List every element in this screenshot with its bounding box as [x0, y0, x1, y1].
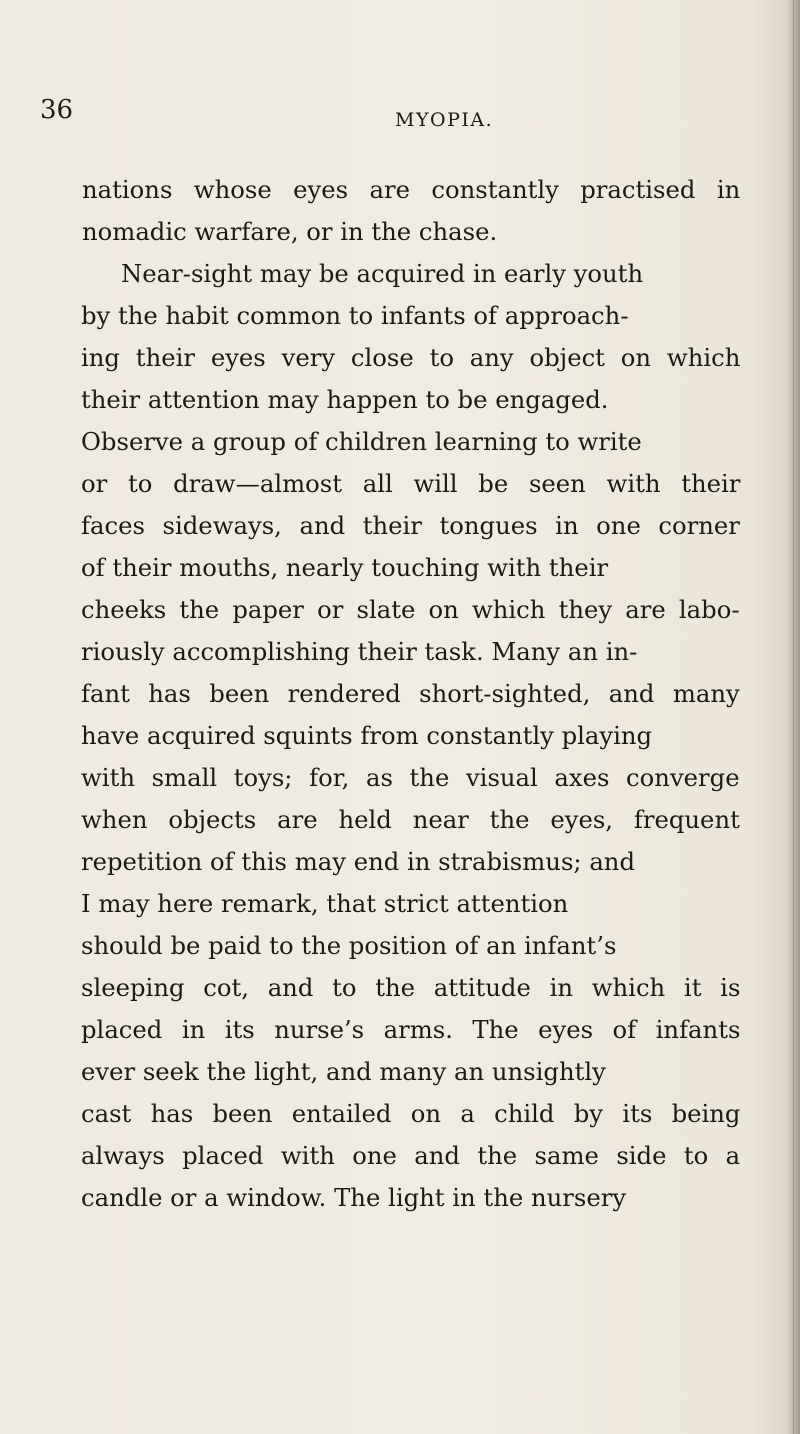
text-line: Near-sight may be acquired in early youth: [121, 259, 644, 288]
text-line: faces sideways, and their tongues in one corner: [81, 511, 740, 540]
text-line: cheeks the paper or slate on which they are labo-: [81, 595, 740, 624]
text-line: nations whose eyes are constantly practised in: [82, 175, 741, 204]
text-line: should be paid to the position of an infant’s: [81, 931, 617, 960]
text-line: repetition of this may end in strabismus; and: [81, 847, 636, 876]
text-line: placed in its nurse’s arms. The eyes of infants: [81, 1015, 741, 1044]
text-line: of their mouths, nearly touching with their: [81, 553, 609, 582]
text-line: cast has been entailed on a child by its being: [81, 1099, 741, 1128]
text-line: when objects are held near the eyes, frequent: [81, 805, 740, 834]
text-line: candle or a window. The light in the nursery: [81, 1183, 627, 1212]
text-line: nomadic warfare, or in the chase.: [82, 217, 498, 246]
text-line: by the habit common to infants of approach-: [81, 301, 629, 330]
text-line: fant has been rendered short-sighted, and many: [81, 679, 740, 708]
text-line: riously accomplishing their task. Many an in-: [81, 637, 638, 666]
page-edge-line: [793, 0, 794, 1434]
text-line: sleeping cot, and to the attitude in which it is: [81, 973, 741, 1002]
running-head: MYOPIA.: [395, 109, 494, 131]
text-line: always placed with one and the same side to a: [81, 1141, 741, 1170]
text-line: ing their eyes very close to any object on which: [81, 343, 741, 372]
text-line: Observe a group of children learning to write: [81, 427, 642, 456]
text-line: or to draw—almost all will be seen with their: [81, 469, 741, 498]
text-line: their attention may happen to be engaged.: [81, 385, 609, 414]
text-line: I may here remark, that strict attention: [81, 889, 569, 918]
page-number: 36: [40, 95, 74, 125]
text-line: with small toys; for, as the visual axes converge: [81, 763, 740, 792]
text-line: ever seek the light, and many an unsightly: [81, 1057, 606, 1086]
text-line: have acquired squints from constantly playing: [81, 721, 653, 750]
